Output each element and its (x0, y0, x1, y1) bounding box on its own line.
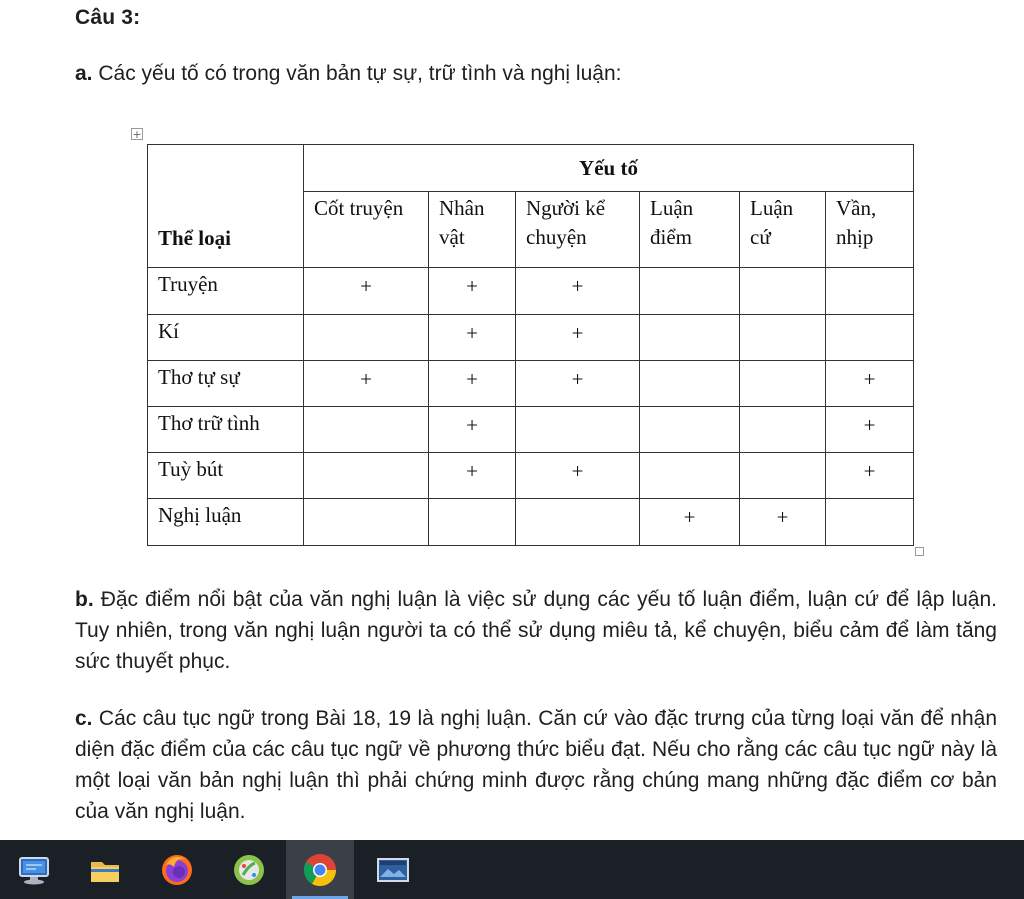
table-row (148, 499, 914, 546)
mark-cell (740, 453, 826, 499)
mark-cell: + (429, 315, 516, 361)
mark-cell (304, 499, 429, 546)
genre-cell: Nghị luận (148, 499, 304, 546)
column-header: Luận cứ (740, 192, 826, 268)
mark-cell (516, 407, 640, 453)
part-b-paragraph (75, 584, 997, 677)
genre-cell: Thơ tự sự (148, 361, 304, 407)
file-explorer-icon[interactable] (84, 849, 126, 891)
part-c-label: c. (75, 707, 93, 730)
mark-cell (740, 268, 826, 315)
photos-icon[interactable] (372, 849, 414, 891)
elements-table (147, 144, 914, 546)
question-heading: Câu 3: (75, 6, 141, 29)
part-b-label: b. (75, 588, 94, 611)
part-a-paragraph (75, 58, 997, 89)
genre-cell: Kí (148, 315, 304, 361)
mark-cell (516, 499, 640, 546)
part-a-label: a. (75, 62, 93, 85)
column-header: Vần, nhịp (826, 192, 914, 268)
mark-cell: + (516, 315, 640, 361)
mark-cell: + (429, 453, 516, 499)
mark-cell (304, 315, 429, 361)
table-row (148, 361, 914, 407)
mark-cell (740, 315, 826, 361)
table-move-handle-icon[interactable]: + (132, 128, 142, 141)
mark-cell: + (429, 268, 516, 315)
table-row (148, 453, 914, 499)
computer-icon[interactable] (13, 849, 55, 891)
elements-header: Yếu tố (304, 145, 914, 192)
column-header: Nhân vật (429, 192, 516, 268)
mark-cell (640, 407, 740, 453)
mark-cell (640, 361, 740, 407)
mark-cell (640, 315, 740, 361)
painter-app-icon[interactable] (228, 849, 270, 891)
mark-cell (826, 268, 914, 315)
mark-cell (640, 453, 740, 499)
firefox-icon[interactable] (156, 849, 198, 891)
part-b-text: Đặc điểm nổi bật của văn nghị luận là việc sử dụng các yếu tố luận điểm, luận cứ để lập luận. Tuy nhiên, trong văn nghị luận người ta có thể sử dụng miêu tả, kể chuyện, biểu cảm để làm tăng sức thuyết phục. (75, 588, 997, 673)
mark-cell: + (429, 361, 516, 407)
mark-cell: + (826, 361, 914, 407)
mark-cell: + (304, 361, 429, 407)
table-resize-handle-icon[interactable] (915, 547, 924, 556)
mark-cell (740, 361, 826, 407)
mark-cell: + (826, 407, 914, 453)
genre-cell: Truyện (148, 268, 304, 315)
mark-cell (826, 499, 914, 546)
genre-cell: Tuỳ bút (148, 453, 304, 499)
mark-cell: + (304, 268, 429, 315)
mark-cell: + (826, 453, 914, 499)
table-row (148, 268, 914, 315)
column-header: Người kể chuyện (516, 192, 640, 268)
table-row (148, 315, 914, 361)
mark-cell (429, 499, 516, 546)
column-header: Luận điểm (640, 192, 740, 268)
taskbar (0, 840, 1024, 899)
mark-cell (826, 315, 914, 361)
part-c-paragraph (75, 703, 997, 827)
part-a-text: Các yếu tố có trong văn bản tự sự, trữ tình và nghị luận: (92, 62, 622, 85)
mark-cell (640, 268, 740, 315)
part-c-text: Các câu tục ngữ trong Bài 18, 19 là nghị luận. Căn cứ vào đặc trưng của từng loại văn để nhận diện đặc điểm của các câu tục ngữ về phương thức biểu đạt. Nếu cho rằng các câu tục ngữ này là một loại văn bản nghị luận thì phải chứng minh được rằng chúng mang những đặc điểm cơ bản của văn nghị luận. (75, 707, 997, 823)
mark-cell (304, 453, 429, 499)
mark-cell (304, 407, 429, 453)
genre-cell: Thơ trữ tình (148, 407, 304, 453)
mark-cell: + (516, 268, 640, 315)
mark-cell: + (640, 499, 740, 546)
mark-cell (740, 407, 826, 453)
mark-cell: + (516, 361, 640, 407)
genre-header: Thể loại (148, 145, 304, 268)
mark-cell: + (740, 499, 826, 546)
table-row (148, 407, 914, 453)
chrome-icon[interactable] (286, 840, 354, 899)
column-header: Cốt truyện (304, 192, 429, 268)
mark-cell: + (429, 407, 516, 453)
mark-cell: + (516, 453, 640, 499)
